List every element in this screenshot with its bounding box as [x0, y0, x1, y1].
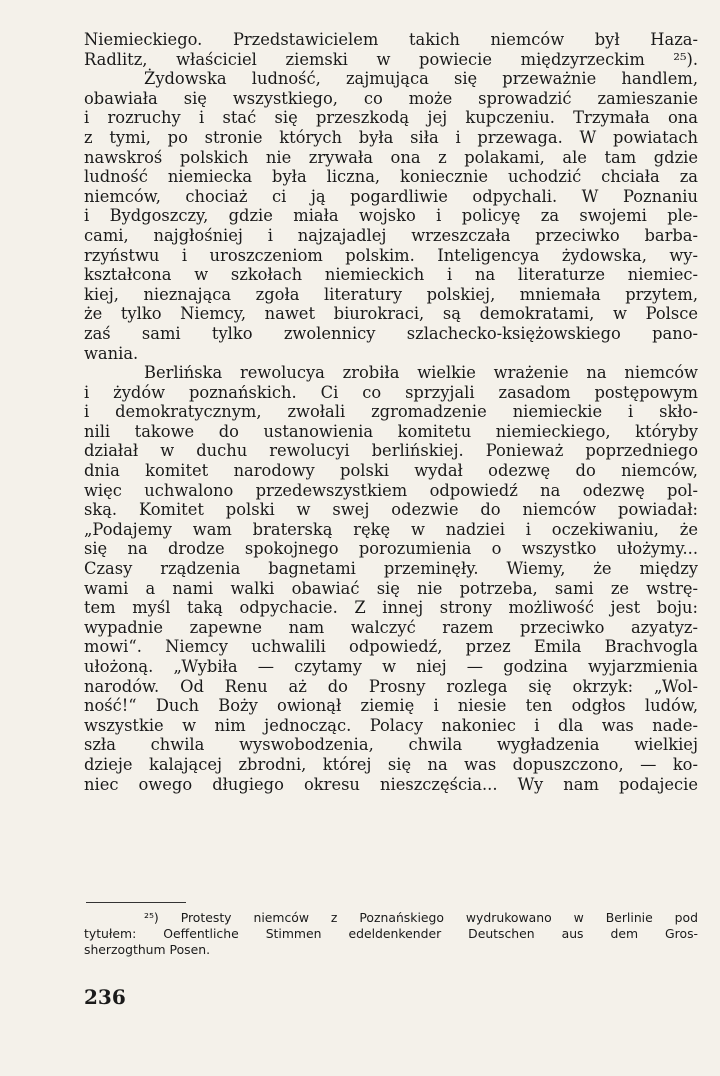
text-line: narodów. Od Renu aż do Prosny rozlega się okrzyk: „Wol- [84, 676, 698, 696]
footnote-divider [86, 902, 186, 903]
text-line: dnia komitet narodowy polski wydał odezwę do niemców, [84, 461, 698, 481]
text-line: i rozruchy i stać się przeszkodą jej kupczeniu. Trzymała ona [84, 108, 698, 128]
text-line: szła chwila wyswobodzenia, chwila wygładzenia wielkiej [84, 735, 698, 755]
text-line: niemców, chociaż ci ją pogardliwie odpychali. W Poznaniu [84, 186, 698, 206]
text-line: ludność niemiecka była liczna, koniecznie uchodzić chciała za [84, 167, 698, 187]
text-line: Czasy rządzenia bagnetami przeminęły. Wiemy, że między [84, 559, 698, 579]
text-line: z tymi, po stronie których była siła i przewaga. W powiatach [84, 127, 698, 147]
body-text [84, 30, 698, 794]
text-line: działał w duchu rewolucyi berlińskiej. Ponieważ poprzedniego [84, 441, 698, 461]
text-line: ułożoną. „Wybiła — czytamy w niej — godzina wyjarzmienia [84, 657, 698, 676]
text-line: nawskroś polskich nie zrywała ona z polakami, ale tam gdzie [84, 147, 698, 167]
text-line: dzieje kalającej zbrodni, której się na was dopuszczono, — ko- [84, 754, 698, 774]
text-line: rzyństwu i uroszczeniom polskim. Inteligencya żydowska, wy- [84, 245, 698, 265]
text-line: i żydów poznańskich. Ci co sprzyjali zasadom postępowym [84, 382, 698, 402]
text-line: Żydowska ludność, zajmująca się przeważnie handlem, [144, 69, 698, 89]
text-line: że tylko Niemcy, nawet biurokraci, są demokratami, w Polsce [84, 304, 698, 324]
text-line: i demokratycznym, zwołali zgromadzenie niemieckie i skło- [84, 402, 698, 422]
text-line: „Podajemy wam braterską rękę w nadziei i oczekiwaniu, że [84, 519, 698, 539]
text-line: więc uchwalono przedewszystkiem odpowiedź na odezwę pol- [84, 480, 698, 500]
text-line: Radlitz, właściciel ziemski w powiecie międzyrzeckim ²⁵). [84, 49, 698, 69]
text-line: cami, najgłośniej i najzajadlej wrzeszczała przeciwko barba- [84, 225, 698, 245]
footnote-line: tytułem: Oeffentliche Stimmen edeldenkender Deutschen aus dem Gros- [84, 926, 698, 941]
text-line: ność!“ Duch Boży owionął ziemię i niesie ten odgłos ludów, [84, 696, 698, 716]
text-line: wszystkie w nim jednocząc. Polacy nakoniec i dla was nade- [84, 715, 698, 735]
text-line: obawiała się wszystkiego, co może sprowadzić zamieszanie [84, 88, 698, 108]
text-line: niec owego długiego okresu nieszczęścia... Wy nam podajecie [84, 774, 698, 794]
text-line: ską. Komitet polski w swej odezwie do niemców powiadał: [84, 500, 698, 520]
text-line: wania. [84, 343, 139, 363]
text-line: Berlińska rewolucya zrobiła wielkie wrażenie na niemców [144, 363, 698, 383]
text-line: się na drodze spokojnego porozumienia o wszystko ułożymy... [84, 539, 698, 559]
text-line: nili takowe do ustanowienia komitetu niemieckiego, któryby [84, 421, 698, 441]
text-line: mowi“. Niemcy uchwalili odpowiedź, przez Emila Brachvogla [84, 637, 698, 657]
footnote-line: sherzogthum Posen. [84, 942, 211, 957]
text-line: i Bydgoszczy, gdzie miała wojsko i policyę za swojemi ple- [84, 206, 698, 226]
footnote [84, 910, 698, 958]
text-line: Niemieckiego. Przedstawicielem takich niemców był Haza- [84, 30, 698, 49]
text-line: kształcona w szkołach niemieckich i na literaturze niemiec- [84, 265, 698, 285]
text-line: wami a nami walki obawiać się nie potrzeba, sami ze wstrę- [84, 578, 698, 598]
footnote-line: ²⁵) Protesty niemców z Poznańskiego wydrukowano w Berlinie pod [144, 910, 698, 925]
text-line: kiej, nieznająca zgoła literatury polskiej, mniemała przytem, [84, 284, 698, 304]
page-number: 236 [84, 985, 126, 1009]
text-line: tem myśl taką odpychacie. Z innej strony możliwość jest boju: [84, 598, 698, 618]
text-line: wypadnie zapewne nam walczyć razem przeciwko azyatyz- [84, 617, 698, 637]
text-line: zaś sami tylko zwolennicy szlachecko-księżowskiego pano- [84, 323, 698, 343]
